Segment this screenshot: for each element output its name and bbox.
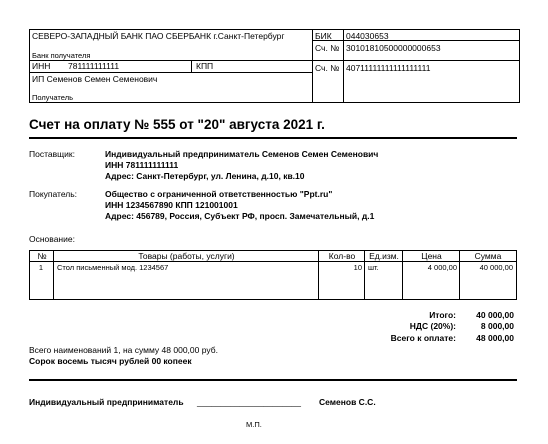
header-goods: Товары (работы, услуги) [138,251,235,261]
buyer-line-2: ИНН 1234567890 КПП 121001001 [105,200,238,210]
row-1-num: 1 [38,263,44,272]
header-qty: Кол-во [328,251,356,261]
row-1-qty: 10 [353,263,362,272]
corr-account-label: Сч. № [315,43,340,53]
signature-role: Индивидуальный предприниматель [29,397,184,407]
supplier-line-1: Индивидуальный предприниматель Семенов Семен Семенович [105,149,379,159]
buyer-label: Покупатель: [29,189,78,199]
stamp-mark: М.П. [246,420,262,429]
account-label: Сч. № [315,63,340,73]
inn-value: 781111111111 [68,61,120,71]
invoice-title: Счет на оплату № 555 от "20" августа 2021 г. [29,117,325,132]
row-1-sum: 40 000,00 [479,263,513,272]
header-price: Цена [421,251,442,261]
pay-label: Всего к оплате: [390,333,456,343]
items-table [29,250,517,300]
bank-label: Банк получателя [32,51,91,60]
amount-in-words: Сорок восемь тысяч рублей 00 копеек [29,356,192,366]
signature-line: ______________________ [197,397,302,407]
bik-value: 044030653 [346,31,389,41]
row-1-goods: Стол письменный мод. 1234567 [57,263,169,272]
vat-label: НДС (20%): [409,321,456,331]
bank-line-under-bik [312,40,519,41]
title-rule [29,137,517,139]
bank-line-under-corr [312,60,519,61]
supplier-line-2: ИНН 781111111111 [105,160,179,170]
header-sum: Сумма [474,251,502,261]
header-unit: Ед.изм. [369,251,399,261]
row-1-unit: шт. [368,263,379,272]
summary-rule [29,379,517,381]
recipient-name: ИП Семенов Семен Семенович [32,74,158,84]
header-num: № [37,251,47,261]
buyer-line-3: Адрес: 456789, Россия, Субъект РФ, просп. Замечательный, д.1 [105,211,375,221]
buyer-line-1: Общество с ограниченной ответственностью "Ppt.ru" [105,189,333,199]
supplier-label: Поставщик: [29,149,75,159]
bik-label: БИК [315,31,332,41]
supplier-line-3: Адрес: Санкт-Петербург, ул. Ленина, д.10, кв.10 [105,171,305,181]
inn-label: ИНН [32,61,51,71]
summary-line: Всего наименований 1, на сумму 48 000,00 руб. [29,345,218,355]
corr-account-value: 30101810500000000653 [346,43,441,53]
vat-value: 8 000,00 [480,321,514,331]
total-value: 40 000,00 [476,310,514,320]
bank-name: СЕВЕРО-ЗАПАДНЫЙ БАНК ПАО СБЕРБАНК г.Санкт-Петербург [32,31,285,41]
signature-name: Семенов С.С. [319,397,376,407]
pay-value: 48 000,00 [476,333,514,343]
total-label: Итого: [429,310,456,320]
kpp-label: КПП [196,61,214,71]
bank-details-table [29,29,520,103]
bank-divider-kpp [191,60,192,72]
account-value: 40711111111111111111 [346,63,431,73]
row-1-price: 4 000,00 [427,263,457,272]
items-header-line [30,261,516,262]
bank-line-under-inn [30,72,312,73]
recipient-label: Получатель [32,93,73,102]
basis-label: Основание: [29,234,75,244]
